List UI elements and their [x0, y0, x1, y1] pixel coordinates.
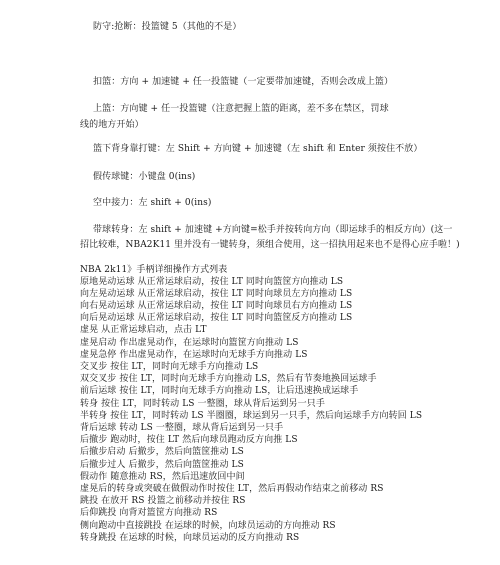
- list-item: 虚晃急停 作出虚晃动作，在运球时向无球手方向推动 LS: [80, 350, 308, 360]
- list-item: 半转身 按住 LT，同时转动 LS 半圈圈，球运到另一只手，然后向运球手方向转回 LS: [80, 411, 423, 421]
- list-item: 向右晃动运球 从正常运球启动，按住 LT 同时向球员右方向推动 LS: [80, 301, 353, 311]
- list-item: 跳投 在放开 RS 投篮之前移动并按住 RS: [80, 496, 246, 506]
- tip-post-up: 篮下背身靠打键：左 Shift + 方向键 + 加速键（左 shift 和 Enter 须按住不放）: [93, 144, 423, 154]
- list-item: 假动作 随意推动 RS，然后迅速放回中间: [80, 472, 245, 482]
- list-item: 前后运球 按住 LT，同时向无球手方向推动 LS，让后迅速换成运球手: [80, 386, 359, 396]
- tip-spin-cont: 招比较难，NBA2K11 里并没有一键转身，须组合使用，这一招执用起来也不是得心应手啦！): [80, 240, 460, 250]
- list-item: 后撤步启动 后撤步，然后向篮筐推动 LS: [80, 447, 244, 457]
- tip-layup: 上篮：方向键 + 任一投篮键（注意把握上篮的距离，差不多在禁区，罚球: [93, 104, 389, 114]
- tip-dunk: 扣篮：方向 + 加速键 + 任一投篮键（一定要带加速键，否则会改成上篮）: [93, 77, 394, 87]
- list-item: 原地晃动运球 从正常运球启动，按住 LT 同时向篮筐方向推动 LS: [80, 277, 344, 287]
- list-item: 后撤步 跑动时，按住 LT 然后向球员跑动反方向推 LS: [80, 435, 298, 445]
- list-item: 向后晃动运球 从正常运球启动，按住 LT 同时向篮筐反方向推动 LS: [80, 313, 353, 323]
- list-item: 交叉步 按住 LT，同时向无球手方向推动 LS: [80, 362, 259, 372]
- list-item: 后仰跳投 向背对篮筐方向推动 RS: [80, 508, 218, 518]
- tip-spin: 带球转身：左 shift + 加速键 +方向键=松手并按转向方向（即运球手的相反方向）(这一: [93, 225, 453, 235]
- list-item: 转身跳投 在运球的时候，向球员运动的反方向推动 RS: [80, 533, 300, 543]
- tip-pump-pass: 假传球键：小键盘 0(ins): [93, 172, 196, 182]
- list-item: 虚晃 从正常运球启动，点击 LT: [80, 325, 207, 335]
- list-item: 虚晃启动 作出虚晃动作，在运球时向篮筐方向推动 LS: [80, 338, 299, 348]
- tip-layup-cont: 线的地方开始）: [80, 120, 144, 130]
- list-item: 后撤步过人 后撤步，然后向篮筐推动 LS: [80, 460, 244, 470]
- tip-alley-oop: 空中接力：左 shift + 0(ins): [93, 198, 212, 208]
- list-item: 双交叉步 按住 LT，同时向无球手方向推动 LS，然后有节奏地换回运球手: [80, 374, 377, 384]
- list-item: 侧向跑动中直接跳投 在运球的时候，向球员运动的方向推动 RS: [80, 521, 336, 531]
- list-item: 向左晃动运球 从正常运球启动，按住 LT 同时向球员左方向推动 LS: [80, 289, 353, 299]
- list-item: 背后运球 转动 LS 一整圈，球从背后运到另一只手: [80, 423, 284, 433]
- list-item: 转身 按住 LT，同时转动 LS 一整圈，球从背后运到另一只手: [80, 399, 325, 409]
- tip-steal: 防守:抢断：投篮键 5（其他的不是）: [93, 22, 242, 32]
- list-title: NBA 2k11》手柄详细操作方式列表: [80, 265, 228, 275]
- list-item: 虚晃后的转身或突破在做假动作时按住 LT，然后再假动作结束之前移动 RS: [80, 484, 384, 494]
